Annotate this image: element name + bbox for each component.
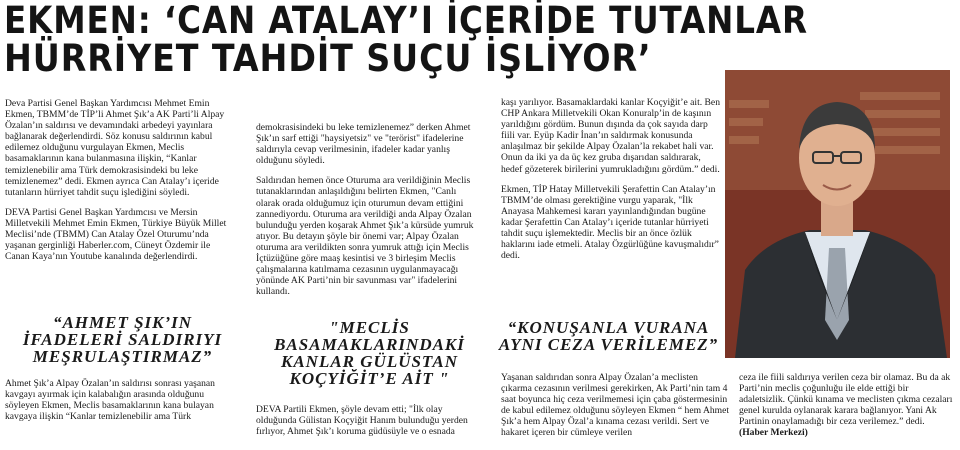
paragraph: Saldırıdan hemen önce Oturuma ara verildiğinin Meclis tutanaklarından anlaşıldığını belirten Ekmen, "Canlı olarak orada olduğumuz için oturumun devam ettiğini zannediyordu. Oturuma ara verildiği anda Alpay Özalan bulunduğu yerden koşarak Ahmet Şık’a kürsüde yumruk atıyor. Bu detayın şöyle bir önemi var; Alpay Özalan oturuma ara verildikten sonra yumruk attığı için Meclis İçtüzüğüne göre maaş kesintisi ve 3 birleşim Meclis çalışmalarına katılmama cezasının uygulanmayacağı yönünde AK Parti’nin bir savunması var" ifadelerini kullandı. xyxy=(256,175,474,298)
pull-quote-1: “AHMET ŞIK’IN İFADELERİ SALDIRIYI MEŞRULAŞTIRMAZ” xyxy=(22,313,223,366)
portrait-photo xyxy=(725,70,950,358)
article-column-2 xyxy=(256,122,481,306)
paragraph: Deva Partisi Genel Başkan Yardımcısı Mehmet Emin Ekmen, TBMM’de TİP’li Ahmet Şık’a AK Parti’li Alpay Özalan’ın saldırısı ve devamındaki arbedeyi yayınlara bağlanarak değerlendirdi. Söz konusu saldırının kabul edilemez olduğunu vurgulayan Ekmen, Meclis basamaklarının kana bulanmasına ilişkin, “Kanlar temizlenebilir ama Türk demokrasisindeki bu leke temizlenemez” dedi. Ekmen ayrıca Can Atalay’ı içeride tutanların hürriyet tahdit suçu işlediğini söyledi. xyxy=(5,98,225,198)
article-column-3 xyxy=(501,97,723,270)
article-column-1-continued xyxy=(5,378,233,431)
paragraph: demokrasisindeki bu leke temizlenemez” derken Ahmet Şık’ın sarf ettiği "haysiyetsiz" ve "terörist" ifadelerine saldırıyla cevap verilmesinin, ifadeler kadar yanlış olduğunu söyledi. xyxy=(256,122,471,167)
pull-quote-3: “KONUŞANLA VURANA AYNI CEZA VERİLEMEZ” xyxy=(498,318,719,354)
paragraph: Ekmen, TİP Hatay Milletvekili Şerafettin Can Atalay’ın TBMM’de olması gerektiğine vurgu yaparak, "İlk Anayasa Mahkemesi kararı yayınlandığından bugüne kadar Şerafettin Can Atalay’ı içeride tutanlar hürriyeti tahdit suçu işlemektedir. Meclis bir an önce özlük haklarını iade etmeli. Atalay Özgürlüğüne kavuşmalıdır” dedi. xyxy=(501,183,719,262)
article-column-3-continued xyxy=(501,372,731,448)
headline xyxy=(4,0,808,80)
paragraph-text: ceza ile fiili saldırıya verilen ceza bir olamaz. Bu da ak Parti’nin meclis çoğunluğu ile elde ettiği bir adaletsizlik. Çünkü kınama ve meclisten çıkma cezaları genel kurulda oylanarak karara bağlanıyor. Yani Ak Partinin onaylamadığı bir ceza verilemez.” dedi. xyxy=(739,372,953,428)
article-column-1 xyxy=(5,98,233,271)
headline-line-1: EKMEN: ‘CAN ATALAY’I İÇERİDE TUTANLAR xyxy=(4,0,808,42)
paragraph: Ahmet Şık’a Alpay Özalan’ın saldırısı sonrası yaşanan kavgayı ayırmak için kalabalığın arasında olduğunu söyleyen Ekmen, Meclis basamaklarının kana bulayan kavgaya ilişkin “Kanlar temizlenebilir ama Türk xyxy=(5,378,215,423)
pull-quote-2: "MECLİS BASAMAKLARINDAKİ KANLAR GÜLÜSTAN KOÇYİĞİT’E AİT " xyxy=(274,318,465,388)
article-column-4 xyxy=(739,372,955,448)
article-column-2-continued xyxy=(256,404,481,446)
paragraph xyxy=(739,372,955,439)
paragraph: Yaşanan saldırıdan sonra Alpay Özalan’a meclisten çıkarma cezasının verilmesi gerekirken, Ak Parti’nin tam 4 saat boyunca hiç ceza verilmemesi için çaba göstermesinin de kabul edilemez olduğunu söyleyen Ekmen “ hem Ahmet Şık’a hem Alpay Özal’a kınama cezası verildi. Sert ve hakaret içeren bir cümleye verilen xyxy=(501,372,730,439)
headline-line-2: HÜRRİYET TAHDİT SUÇU İŞLİYOR’ xyxy=(4,37,652,80)
portrait-illustration xyxy=(725,70,950,358)
paragraph: kaşı yarılıyor. Basamaklardaki kanlar Koçyiğit’e ait. Ben CHP Ankara Milletvekili Okan Konuralp’in de kaşının yarıldığını gördüm. Bunun dışında da çok sayıda darp fiili var. Eyüp Kadir İnan’ın saldırmak konusunda anlaşılmaz bir şekilde Alpay Özalan’la rekabet hali var. Onun da iki ya da üç kez gruba dışarıdan saldırarak, hedef gözeterek birilerini yumrukladığını gördüm.” dedi. xyxy=(501,97,720,175)
paragraph: DEVA Partili Ekmen, şöyle devam etti; "İlk olay olduğunda Gülistan Koçyiğit Hanım bulunduğu yerden fırlıyor, Ahmet Şık’ı koruma güdüsüyle ve o esnada xyxy=(256,404,468,438)
signature: (Haber Merkezi) xyxy=(739,427,808,439)
paragraph: DEVA Partisi Genel Başkan Yardımcısı ve Mersin Milletvekili Mehmet Emin Ekmen, Türkiye Büyük Millet Meclisi’nde (TBMM) Can Atalay Özel Oturumu’nda yaşanan gerginliği Haberler.com, Cüneyt Özdemir ile Canan Kaya’nın Youtube kanalında değerlendirdi. xyxy=(5,206,227,263)
